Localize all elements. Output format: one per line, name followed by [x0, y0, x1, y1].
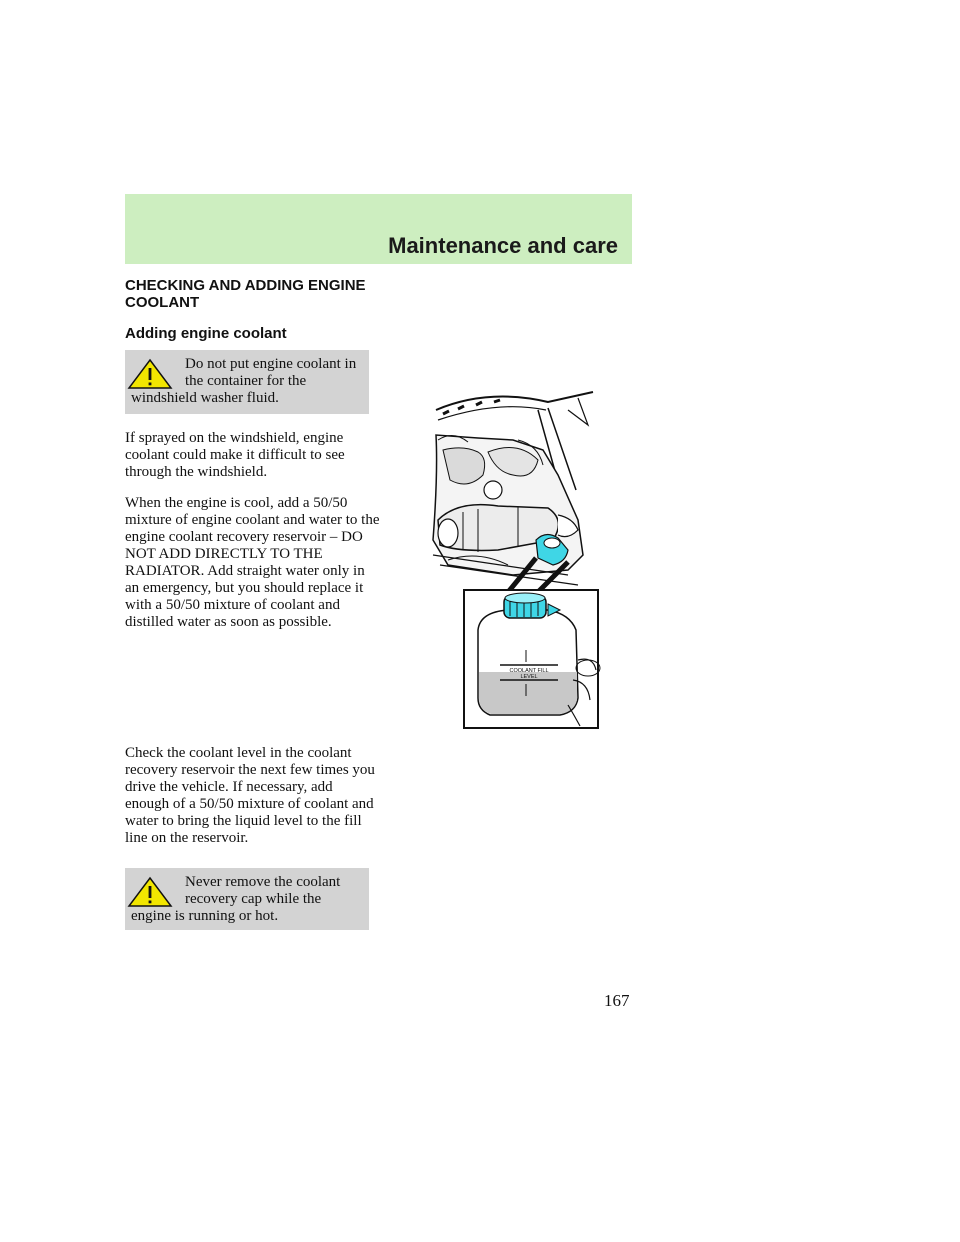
warning-triangle-icon — [127, 876, 173, 908]
page-number: 167 — [604, 991, 630, 1010]
paragraph: When the engine is cool, add a 50/50 mixture of engine coolant and water to the engine coolant recovery reservoir – DO NOT ADD DIRECTLY TO THE RADIATOR. Add straight water only in an emergency, but you should replace it with a 50/50 mixture of coolant and distilled water as soon as possible. — [125, 495, 380, 630]
chapter-title: Maintenance and care — [388, 233, 618, 258]
paragraph: Check the coolant level in the coolant recovery reservoir the next few times you drive the vehicle. If necessary, add enough of a 50/50 mixture of coolant and water to bring the liquid level to the fill line on the reservoir. — [125, 745, 375, 846]
warning-text: Never remove the coolant recovery cap while the engine is running or hot. — [131, 874, 341, 924]
coolant-reservoir-illustration — [418, 380, 618, 730]
subsection-title: Adding engine coolant — [125, 325, 287, 342]
section-title: CHECKING AND ADDING ENGINE COOLANT — [125, 277, 366, 311]
header-band — [125, 194, 632, 264]
paragraph: If sprayed on the windshield, engine coolant could make it difficult to see through the windshield. — [125, 430, 345, 480]
warning-triangle-icon — [127, 358, 173, 390]
fill-level-label-line1: COOLANT FILL — [509, 668, 549, 674]
fill-level-label-line2: LEVEL — [520, 674, 538, 680]
warning-text: Do not put engine coolant in the container for the windshield washer fluid. — [131, 356, 357, 406]
warning-box — [125, 868, 369, 930]
warning-box — [125, 350, 369, 414]
